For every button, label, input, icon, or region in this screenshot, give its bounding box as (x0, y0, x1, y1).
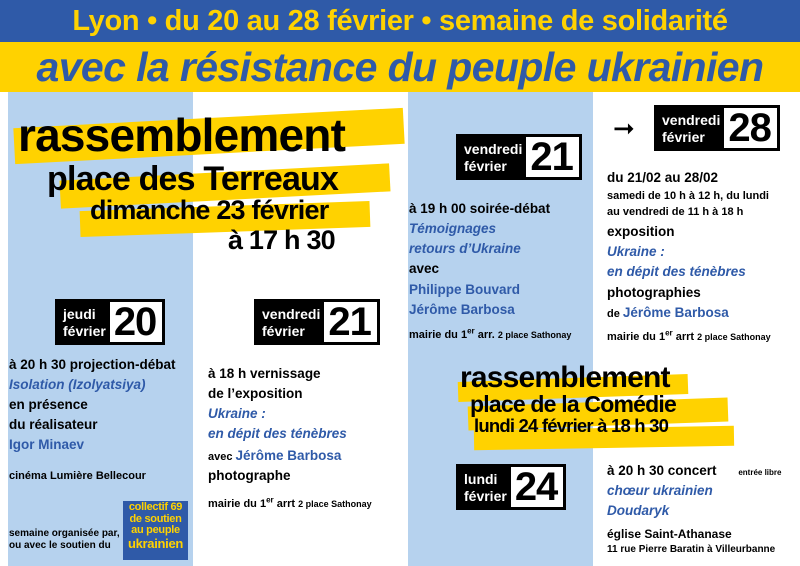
debat-title-1: Témoignages (409, 221, 497, 236)
rally-1-time: à 17 h 30 (228, 225, 335, 255)
date-month: février (464, 488, 507, 504)
rally-2-date: lundi 24 février à 18 h 30 (474, 415, 669, 436)
vernissage-venue: mairie du 1er arrt 2 place Sathonay (208, 495, 372, 510)
date-day: vendredi (464, 141, 523, 157)
debat-speaker-2: Jérôme Barbosa (409, 302, 515, 317)
concert-choir-name: Doudaryk (607, 503, 670, 518)
photographer-name: Jérôme Barbosa (235, 448, 342, 463)
jeudi-film-title: Isolation (Izolyatsiya) (9, 377, 146, 392)
expo-venue: mairie du 1er arrt 2 place Sathonay (607, 328, 771, 343)
date-month: février (662, 129, 705, 145)
jeudi-venue: cinéma Lumière Bellecour (9, 470, 146, 482)
rally-2-title: rassemblement (460, 361, 670, 394)
header-line-2: avec la résistance du peuple ukrainien (0, 42, 800, 92)
concert-venue: église Saint-Athanase (607, 527, 732, 541)
date-badge-vendredi-21-debat (456, 134, 582, 180)
concert-line-1: à 20 h 30 concert entrée libre (607, 463, 782, 478)
header-line-1: Lyon • du 20 au 28 février • semaine de solidarité (0, 0, 800, 42)
date-day: lundi (464, 471, 498, 487)
date-number: 24 (514, 465, 558, 509)
expo-dates: du 21/02 au 28/02 (607, 170, 719, 185)
expo-label: exposition (607, 224, 675, 239)
date-badge-vendredi-28 (654, 105, 780, 151)
debat-venue: mairie du 1er arr. 2 place Sathonay (409, 326, 572, 341)
jeudi-director: Igor Minaev (9, 437, 85, 452)
jeudi-line-3: en présence (9, 397, 88, 412)
vernissage-expo-subtitle: en dépit des ténèbres (208, 426, 347, 441)
rally-1-date: dimanche 23 février (90, 195, 329, 225)
expo-photographer: de Jérôme Barbosa (607, 305, 729, 320)
date-number: 28 (728, 106, 771, 150)
date-badge-lundi-24 (456, 464, 566, 510)
concert-address: 11 rue Pierre Baratin à Villeurbanne (607, 544, 776, 555)
with-word: avec (208, 451, 236, 463)
organiser-line-1: semaine organisée par, (9, 528, 120, 539)
expo-title: Ukraine : (607, 244, 665, 259)
date-month: février (464, 158, 507, 174)
debat-title-2: retours d’Ukraine (409, 241, 521, 256)
debat-line-1: à 19 h 00 soirée-débat (409, 201, 551, 216)
date-number: 21 (328, 300, 371, 344)
debat-line-4: avec (409, 261, 440, 276)
date-day: vendredi (262, 306, 321, 322)
date-badge-vendredi-21 (254, 299, 380, 345)
date-day: jeudi (63, 306, 96, 322)
jeudi-line-4: du réalisateur (9, 417, 98, 432)
date-month: février (262, 323, 305, 339)
collectif-69-logo: collectif 69 de soutien au peuple ukrainien (123, 501, 188, 560)
date-number: 21 (530, 135, 573, 179)
vernissage-line-2: de l’exposition (208, 386, 303, 401)
expo-hours-2: au vendredi de 11 h à 18 h (607, 206, 744, 218)
rally-1-title: rassemblement (18, 109, 346, 161)
jeudi-line-1: à 20 h 30 projection-débat (9, 357, 176, 372)
expo-subtitle: en dépit des ténèbres (607, 264, 746, 279)
date-day: vendredi (662, 112, 721, 128)
expo-hours-1: samedi de 10 h à 12 h, du lundi (607, 190, 769, 202)
date-number: 20 (113, 300, 157, 344)
date-month: février (63, 323, 106, 339)
vernissage-line-5 (208, 446, 341, 467)
debat-speaker-1: Philippe Bouvard (409, 282, 521, 297)
vernissage-line-1: à 18 h vernissage (208, 366, 321, 381)
rally-2-place: place de la Comédie (470, 391, 676, 417)
concert-choir: chœur ukrainien (607, 483, 713, 498)
arrow-right-icon: ➞ (613, 113, 635, 143)
vernissage-expo-title: Ukraine : (208, 406, 266, 421)
vernissage-line-6: photographe (208, 468, 291, 483)
organiser-line-2: ou avec le soutien du (9, 540, 111, 551)
date-badge-jeudi-20 (55, 299, 165, 345)
rally-1-place: place des Terreaux (47, 160, 339, 198)
expo-photos: photographies (607, 285, 701, 300)
